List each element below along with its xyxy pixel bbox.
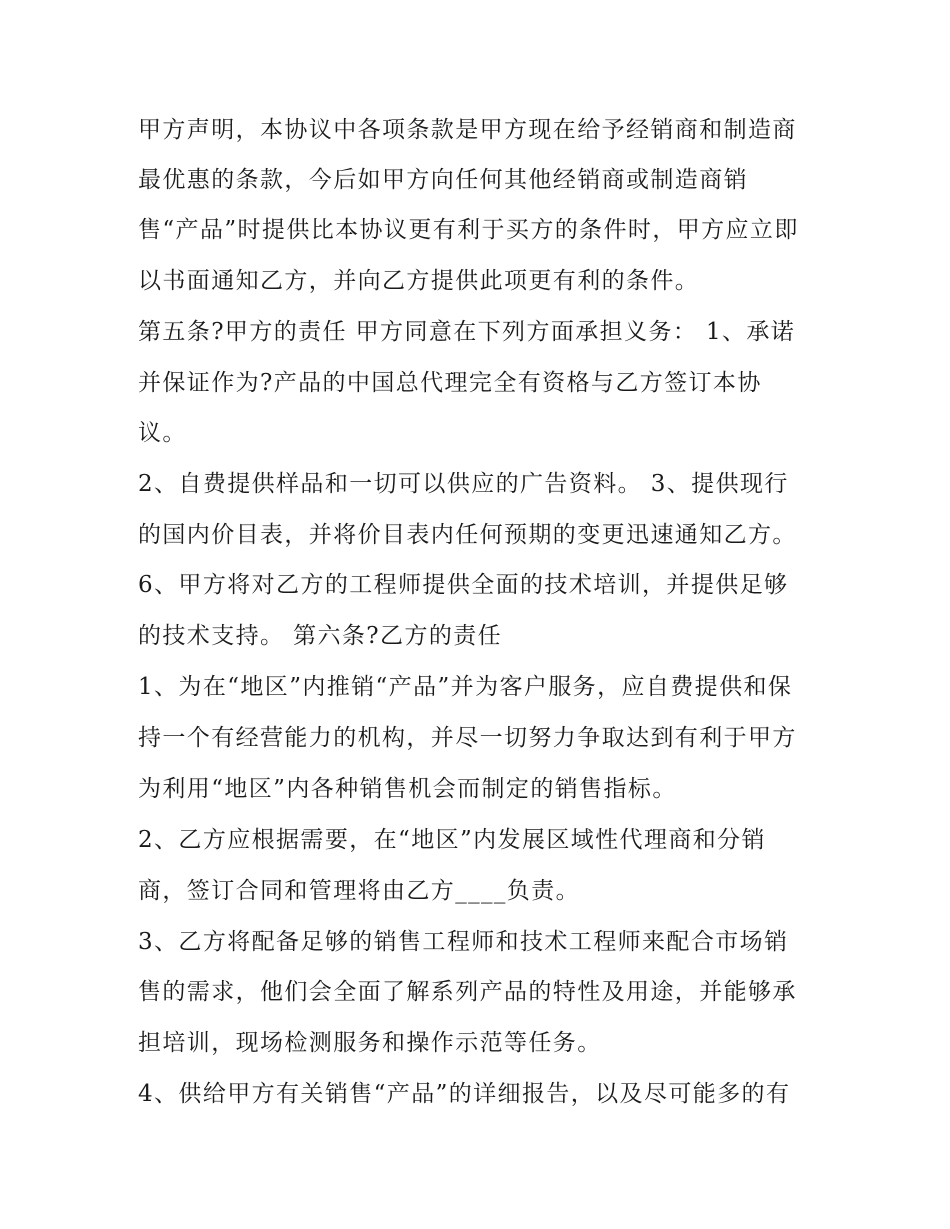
text-line: 为利用“地区”内各种销售机会而制定的销售指标。 (138, 776, 677, 802)
text-line: 第五条?甲方的责任 甲方同意在下列方面承担义务： 1、承诺 (138, 319, 796, 345)
text-line: 4、供给甲方有关销售“产品”的详细报告，以及尽可能多的有 (138, 1081, 791, 1107)
text-line: 最优惠的条款，今后如甲方向任何其他经销商或制造商销 (138, 167, 748, 193)
text-line: 并保证作为?产品的中国总代理完全有资格与乙方签订本协 (138, 370, 762, 396)
text-line: 商，签订合同和管理将由乙方____负责。 (138, 878, 580, 904)
text-line: 担培训，现场检测服务和操作示范等任务。 (138, 1030, 602, 1056)
text-line: 持一个有经营能力的机构，并尽一切努力争取达到有利于甲方 (138, 725, 797, 751)
text-line: 2、自费提供样品和一切可以供应的广告资料。 3、提供现行 (138, 471, 789, 497)
text-line: 议。 (138, 420, 187, 446)
text-line: 6、甲方将对乙方的工程师提供全面的技术培训，并提供足够 (138, 572, 789, 598)
text-line: 售的需求，他们会全面了解系列产品的特性及用途，并能够承 (138, 979, 797, 1005)
text-line: 售“产品”时提供比本协议更有利于买方的条件时，甲方应立即 (138, 217, 799, 243)
text-line: 3、乙方将配备足够的销售工程师和技术工程师来配合市场销 (138, 929, 789, 955)
text-line: 1、为在“地区”内推销“产品”并为客户服务，应自费提供和保 (138, 674, 793, 700)
text-line: 2、乙方应根据需要，在“地区”内发展区域性代理商和分销 (138, 827, 766, 853)
text-line: 的国内价目表，并将价目表内任何预期的变更迅速通知乙方。 (138, 522, 797, 548)
text-line: 以书面通知乙方，并向乙方提供此项更有利的条件。 (138, 268, 700, 294)
text-line: 的技术支持。 第六条?乙方的责任 (138, 623, 503, 649)
text-line: 甲方声明，本协议中各项条款是甲方现在给予经销商和制造商 (138, 117, 797, 143)
